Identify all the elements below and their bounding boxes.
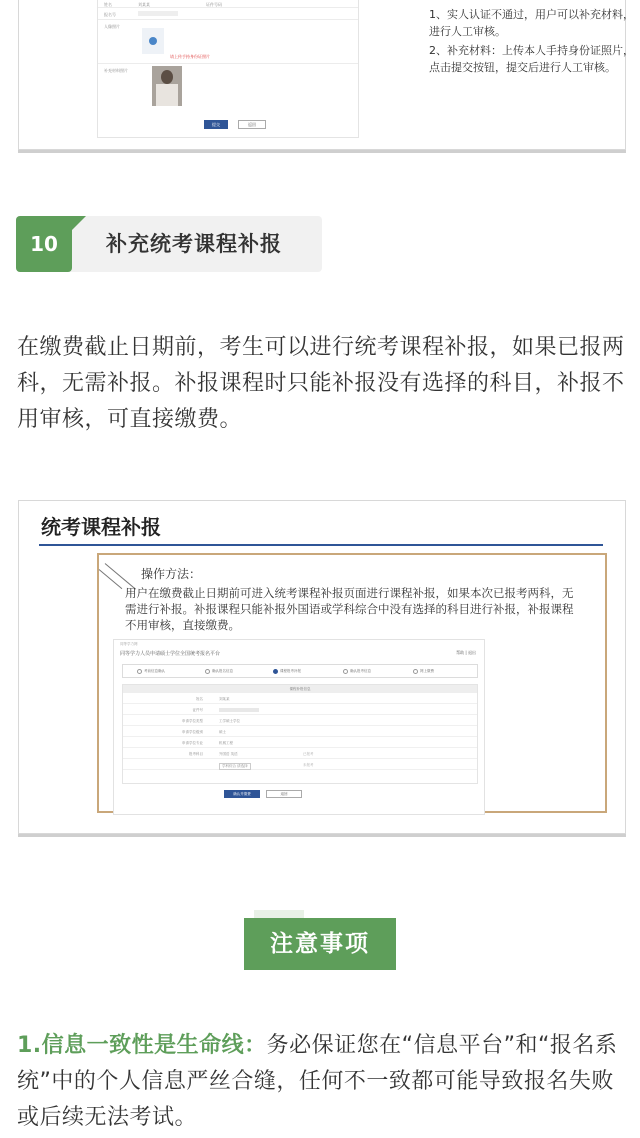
return-button[interactable]: 返回 xyxy=(238,120,266,129)
step-circle-icon xyxy=(413,669,418,674)
check-icon xyxy=(205,669,210,674)
note-1: 1、实人认证不通过，用户可以补充材料，进行人工审核。 xyxy=(429,8,634,38)
platform-small-logo: 同等学力网 xyxy=(120,642,138,646)
subject-select[interactable]: 学科综合 请选择 xyxy=(219,763,251,770)
form-row-portrait xyxy=(98,20,358,64)
form-row-supplement xyxy=(98,64,358,112)
form-header: 课程补报信息 xyxy=(123,685,477,693)
step-5: 网上缴费 xyxy=(413,665,434,677)
notice-heading: 注意事项 xyxy=(244,918,396,970)
name-value: 刘某某 xyxy=(138,2,150,7)
platform-name: 同等学力人员申请硕士学位全国统考报名平台 xyxy=(120,651,221,657)
form-row: 姓名 刘某某 xyxy=(123,693,477,704)
current-step-icon xyxy=(273,669,278,674)
decor-line xyxy=(99,569,123,589)
verification-form-image xyxy=(97,0,359,138)
regno-label: 报名号 xyxy=(104,12,116,17)
screenshot-title: 统考课程补报 xyxy=(41,515,161,539)
section-paragraph: 在缴费截止日期前，考生可以进行统考课程补报，如果已报两科，无需补报。补报课程时只能补报没有选择的科目，补报不用审核，可直接缴费。 xyxy=(17,335,625,432)
step-circle-icon xyxy=(343,669,348,674)
section-title: 补充统考课程补报 xyxy=(106,232,282,256)
submit-button[interactable]: 提交 xyxy=(204,120,228,129)
form-row-name xyxy=(98,0,358,8)
check-icon xyxy=(137,669,142,674)
step-3: 课程报考补报 xyxy=(273,665,301,677)
title-rule xyxy=(39,544,603,546)
form-row-regno xyxy=(98,8,358,20)
upload-warning: 请上传手持身份证照片 xyxy=(170,54,210,59)
upload-icon[interactable] xyxy=(149,37,157,45)
id-label: 证件号码 xyxy=(206,2,222,7)
form-row: 报考科目 外国语 英语 已报考 xyxy=(123,748,477,759)
verification-screenshot-card xyxy=(18,0,634,150)
step-4: 确认报考信息 xyxy=(343,665,371,677)
supplement-form xyxy=(122,684,478,784)
form-row: 学科综合 请选择 未报考 xyxy=(123,759,477,770)
course-supplement-screenshot xyxy=(18,500,626,834)
form-row: 申请学位级别 硕士 xyxy=(123,726,477,737)
back-button[interactable]: 返回 xyxy=(266,790,302,798)
operation-title: 操作方法： xyxy=(141,567,202,581)
confirm-pay-button[interactable]: 确认并缴费 xyxy=(224,790,260,798)
form-row: 申请学位类型 工学硕士学位 xyxy=(123,715,477,726)
portrait-label: 人像照片 xyxy=(104,24,120,29)
photo-body-shape xyxy=(156,84,178,106)
notice-paragraph xyxy=(17,1028,629,1136)
handheld-id-photo xyxy=(152,66,182,106)
notice-text: 务必保证您在“信息平台”和“报名系统”中的个人信息严丝合缝，任何不一致都可能导致报名失败或后续无法考试。 xyxy=(17,1033,618,1130)
operation-text: 用户在缴费截止日期前可进入统考课程补报页面进行课程补报，如果本次已报考两科，无需进行补报。补报课程只能补报外国语或学科综合中没有选择的科目进行补报，补报课程不用审核，直接缴费。 xyxy=(125,586,574,632)
name-label: 姓名 xyxy=(104,2,112,7)
notice-highlight: 1.信息一致性是生命线： xyxy=(17,1033,267,1058)
notes-block xyxy=(429,6,639,78)
form-row: 申请学位专业 机械工程 xyxy=(123,737,477,748)
section-notch-shape xyxy=(72,216,86,230)
section-header xyxy=(16,216,322,272)
regno-input[interactable] xyxy=(138,11,178,16)
section-number: 10 xyxy=(16,216,72,272)
portrait-placeholder xyxy=(142,28,164,54)
platform-page-image xyxy=(113,639,485,815)
user-area[interactable]: 帮助 | 退出 xyxy=(456,650,476,655)
form-row: 证件号 xyxy=(123,704,477,715)
progress-steps xyxy=(122,664,478,678)
supplement-label: 补充材料照片 xyxy=(104,68,128,73)
step-2: 确认报名信息 xyxy=(205,665,233,677)
step-1: 考前信息确认 xyxy=(137,665,165,677)
photo-head-shape xyxy=(161,70,173,84)
note-2: 2、补充材料：上传本人手持身份证照片，点击提交按钮，提交后进行人工审核。 xyxy=(429,44,634,74)
